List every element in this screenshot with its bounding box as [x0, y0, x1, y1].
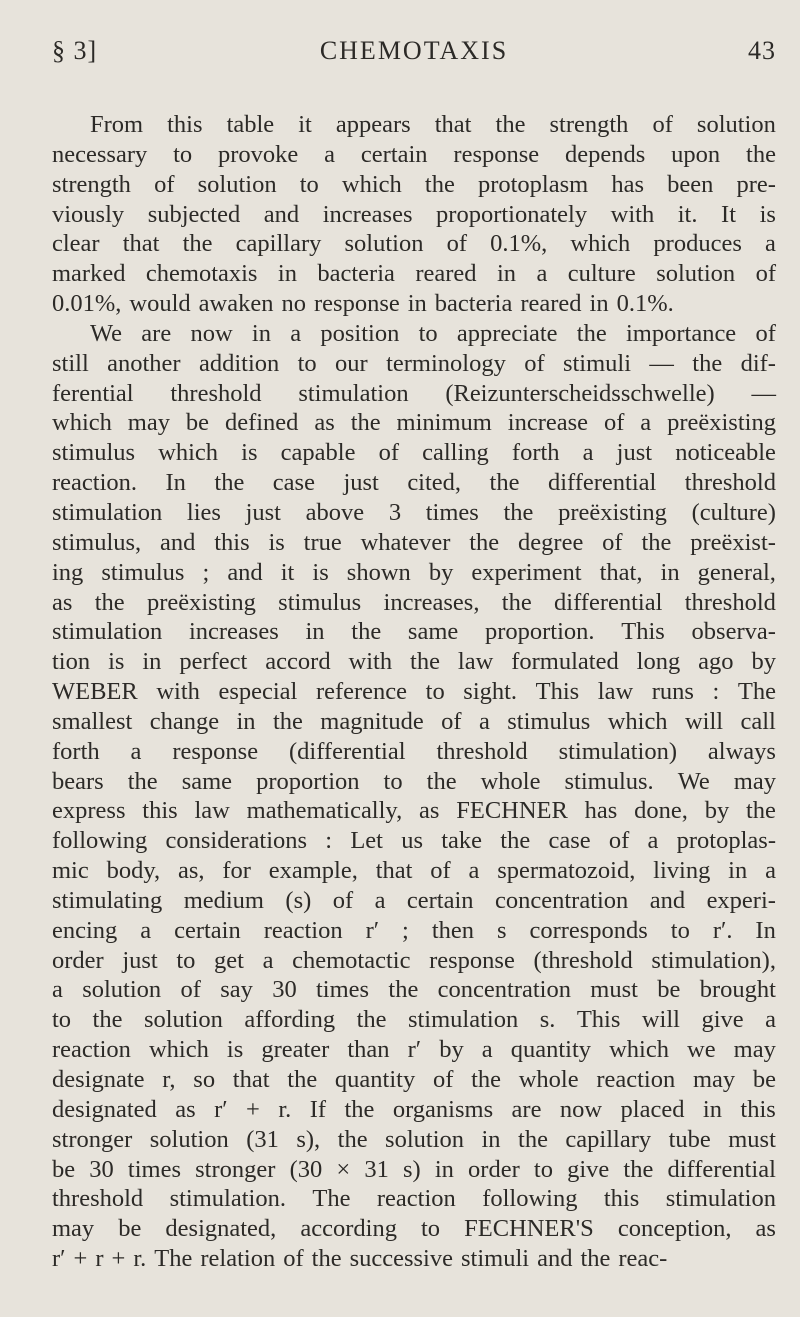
text-line: to the solution affording the stimulation s. This will give a	[52, 1006, 776, 1034]
text-line: We are now in a position to appreciate the importance of	[90, 319, 776, 347]
text-line: 0.01%, would awaken no response in bacteria reared in 0.1%.	[52, 290, 674, 318]
text-line: stimulation lies just above 3 times the preëxisting (culture)	[52, 498, 776, 526]
text-line: reaction which is greater than r′ by a quantity which we may	[52, 1036, 776, 1064]
text-line: stronger solution (31 s), the solution in the capillary tube must	[52, 1125, 776, 1153]
page-number: 43	[748, 36, 776, 65]
text-line: may be designated, according to FECHNER'S conception, as	[52, 1215, 776, 1243]
text-line: viously subjected and increases proportionately with it. It is	[52, 200, 776, 228]
text-line: stimulating medium (s) of a certain concentration and experi-	[52, 886, 776, 914]
running-head	[52, 36, 776, 76]
chapter-title: CHEMOTAXIS	[319, 36, 509, 65]
text-line: encing a certain reaction r′ ; then s corresponds to r′. In	[52, 916, 776, 944]
text-line: bears the same proportion to the whole stimulus. We may	[52, 767, 776, 795]
text-line: still another addition to our terminology of stimuli — the dif-	[52, 349, 776, 377]
body-text	[52, 110, 776, 1274]
text-line: order just to get a chemotactic response (threshold stimulation),	[52, 946, 776, 974]
text-line: WEBER with especial reference to sight. This law runs : The	[52, 678, 776, 706]
text-line: ferential threshold stimulation (Reizunterscheidsschwelle) —	[52, 379, 776, 407]
text-line: express this law mathematically, as FECHNER has done, by the	[52, 797, 776, 825]
text-line: r′ + r + r. The relation of the successive stimuli and the reac-	[52, 1245, 668, 1273]
text-line: forth a response (differential threshold stimulation) always	[52, 737, 776, 765]
text-line: clear that the capillary solution of 0.1%, which produces a	[52, 230, 776, 258]
text-line: designated as r′ + r. If the organisms are now placed in this	[52, 1095, 776, 1123]
text-line: From this table it appears that the strength of solution	[90, 111, 776, 138]
text-line: threshold stimulation. The reaction following this stimulation	[52, 1185, 776, 1213]
text-line: marked chemotaxis in bacteria reared in a culture solution of	[52, 260, 776, 288]
text-line: strength of solution to which the protoplasm has been pre-	[52, 170, 776, 198]
section-marker: § 3]	[52, 36, 98, 65]
text-line: stimulus which is capable of calling forth a just noticeable	[52, 439, 776, 467]
text-line: as the preëxisting stimulus increases, the differential threshold	[52, 588, 776, 616]
text-line: smallest change in the magnitude of a stimulus which will call	[52, 707, 776, 735]
text-line: ing stimulus ; and it is shown by experiment that, in general,	[52, 558, 776, 586]
text-line: which may be defined as the minimum increase of a preëxisting	[52, 409, 776, 437]
text-line: stimulation increases in the same proportion. This observa-	[52, 618, 776, 646]
text-line: a solution of say 30 times the concentration must be brought	[52, 976, 776, 1004]
text-line: stimulus, and this is true whatever the degree of the preëxist-	[52, 528, 776, 556]
text-line: be 30 times stronger (30 × 31 s) in order to give the differential	[52, 1155, 776, 1183]
text-line: tion is in perfect accord with the law formulated long ago by	[52, 648, 776, 676]
text-line: designate r, so that the quantity of the whole reaction may be	[52, 1066, 776, 1093]
text-line: following considerations : Let us take the case of a protoplas-	[52, 827, 776, 855]
text-line: reaction. In the case just cited, the differential threshold	[52, 469, 776, 497]
text-line: necessary to provoke a certain response depends upon the	[52, 140, 776, 168]
text-line: mic body, as, for example, that of a spermatozoid, living in a	[52, 857, 776, 885]
